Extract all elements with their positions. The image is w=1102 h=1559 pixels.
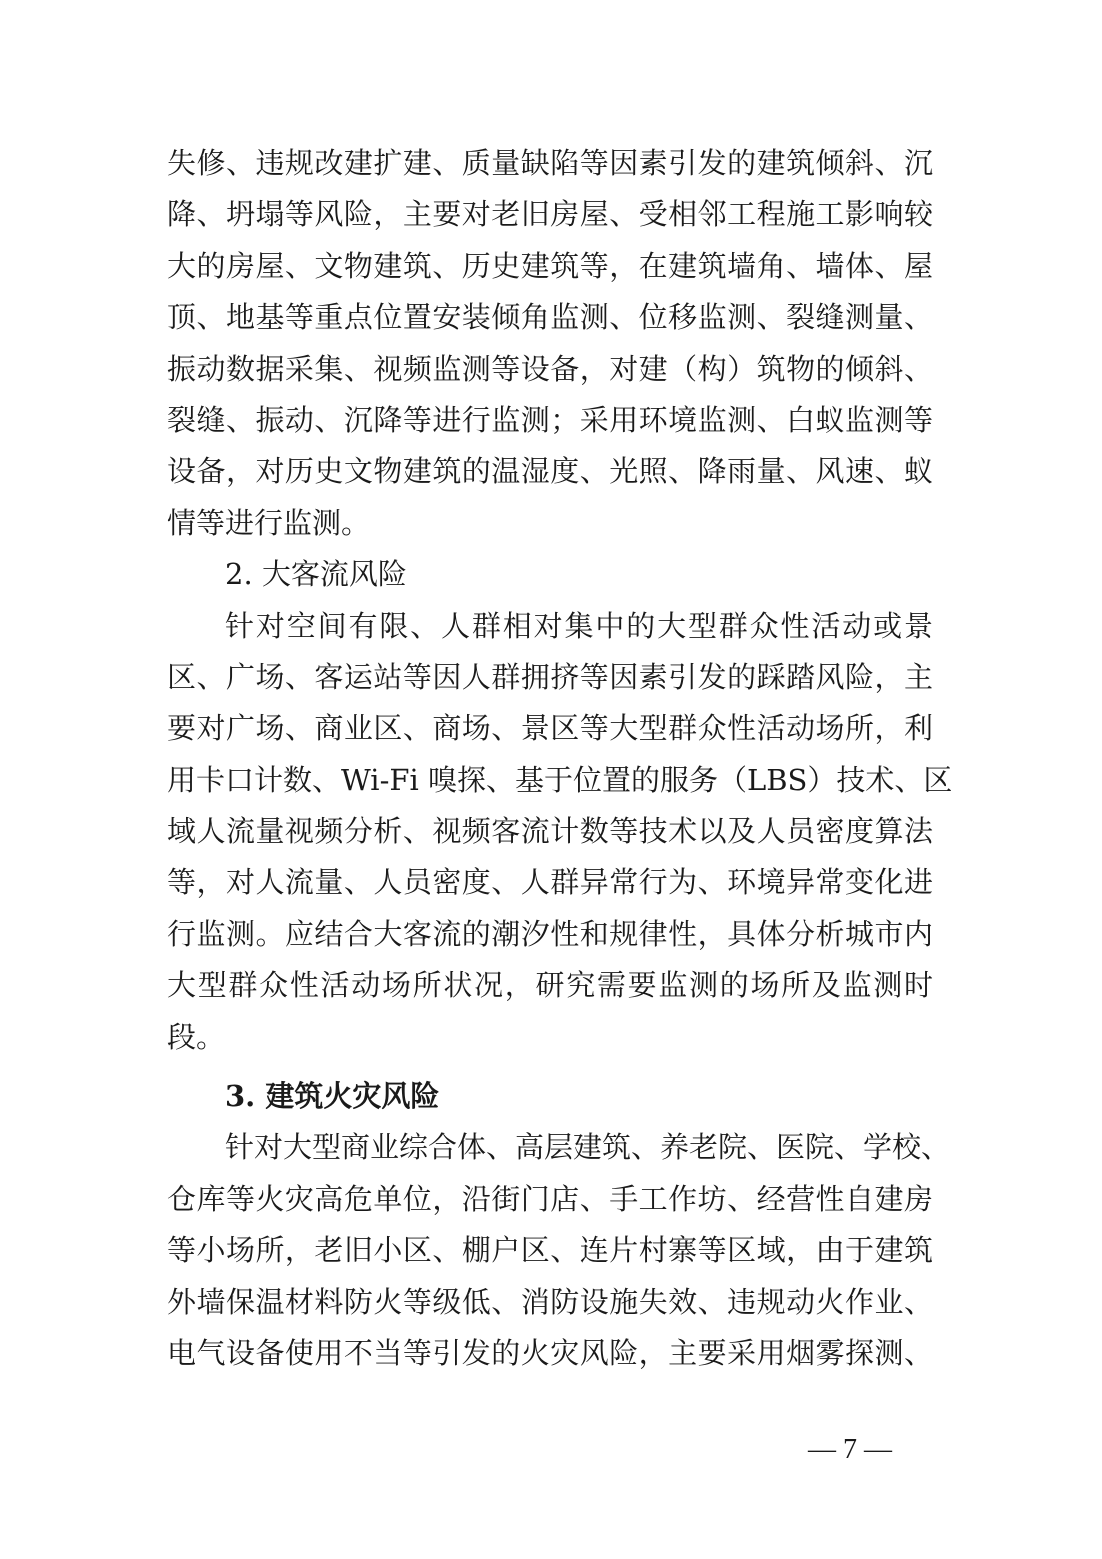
text-line: 等，对人流量、人员密度、人群异常行为、环境异常变化进 <box>167 865 933 900</box>
text-line: 仓库等火灾高危单位，沿街门店、手工作坊、经营性自建房 <box>167 1181 933 1216</box>
text-line: 外墙保温材料防火等级低、消防设施失效、违规动火作业、 <box>167 1284 933 1319</box>
document-body <box>167 138 953 1379</box>
text-line: 要对广场、商业区、商场、景区等大型群众性活动场所，利 <box>167 711 933 746</box>
text-line: 振动数据采集、视频监测等设备，对建（构）筑物的倾斜、 <box>167 351 933 386</box>
text-line: 裂缝、振动、沉降等进行监测；采用环境监测、白蚁监测等 <box>167 402 933 437</box>
text-line: 情等进行监测。 <box>167 505 371 540</box>
text-line: 用卡口计数、Wi-Fi 嗅探、基于位置的服务（LBS）技术、区 <box>167 762 953 797</box>
text-line: 顶、地基等重点位置安装倾角监测、位移监测、裂缝测量、 <box>167 300 933 335</box>
text-line: 针对大型商业综合体、高层建筑、养老院、医院、学校、 <box>225 1130 951 1165</box>
text-line: 段。 <box>167 1019 226 1054</box>
text-line: 域人流量视频分析、视频客流计数等技术以及人员密度算法 <box>167 814 933 849</box>
text-line: 等小场所，老旧小区、棚户区、连片村寨等区域，由于建筑 <box>167 1233 933 1268</box>
section-heading-crowd-risk: 2. 大客流风险 <box>225 557 407 592</box>
page-number: — 7 — <box>808 1434 892 1465</box>
section-heading-fire-risk: 3. 建筑火灾风险 <box>225 1079 440 1114</box>
paragraph-fire-risk <box>167 1122 951 1379</box>
text-line: 降、坍塌等风险，主要对老旧房屋、受相邻工程施工影响较 <box>167 197 933 232</box>
text-line: 失修、违规改建扩建、质量缺陷等因素引发的建筑倾斜、沉 <box>167 146 933 180</box>
text-line: 行监测。应结合大客流的潮汐性和规律性，具体分析城市内 <box>167 916 933 951</box>
text-line: 区、广场、客运站等因人群拥挤等因素引发的踩踏风险，主 <box>167 659 933 694</box>
text-line: 电气设备使用不当等引发的火灾风险，主要采用烟雾探测、 <box>167 1335 933 1370</box>
paragraph-crowd-risk <box>167 601 953 1064</box>
text-line: 设备，对历史文物建筑的温湿度、光照、降雨量、风速、蚁 <box>167 454 933 489</box>
text-line: 大型群众性活动场所状况，研究需要监测的场所及监测时 <box>167 968 933 1003</box>
text-line: 大的房屋、文物建筑、历史建筑等，在建筑墙角、墙体、屋 <box>167 248 933 283</box>
paragraph-building-tilt <box>167 138 933 549</box>
text-line: 针对空间有限、人群相对集中的大型群众性活动或景 <box>225 608 933 643</box>
